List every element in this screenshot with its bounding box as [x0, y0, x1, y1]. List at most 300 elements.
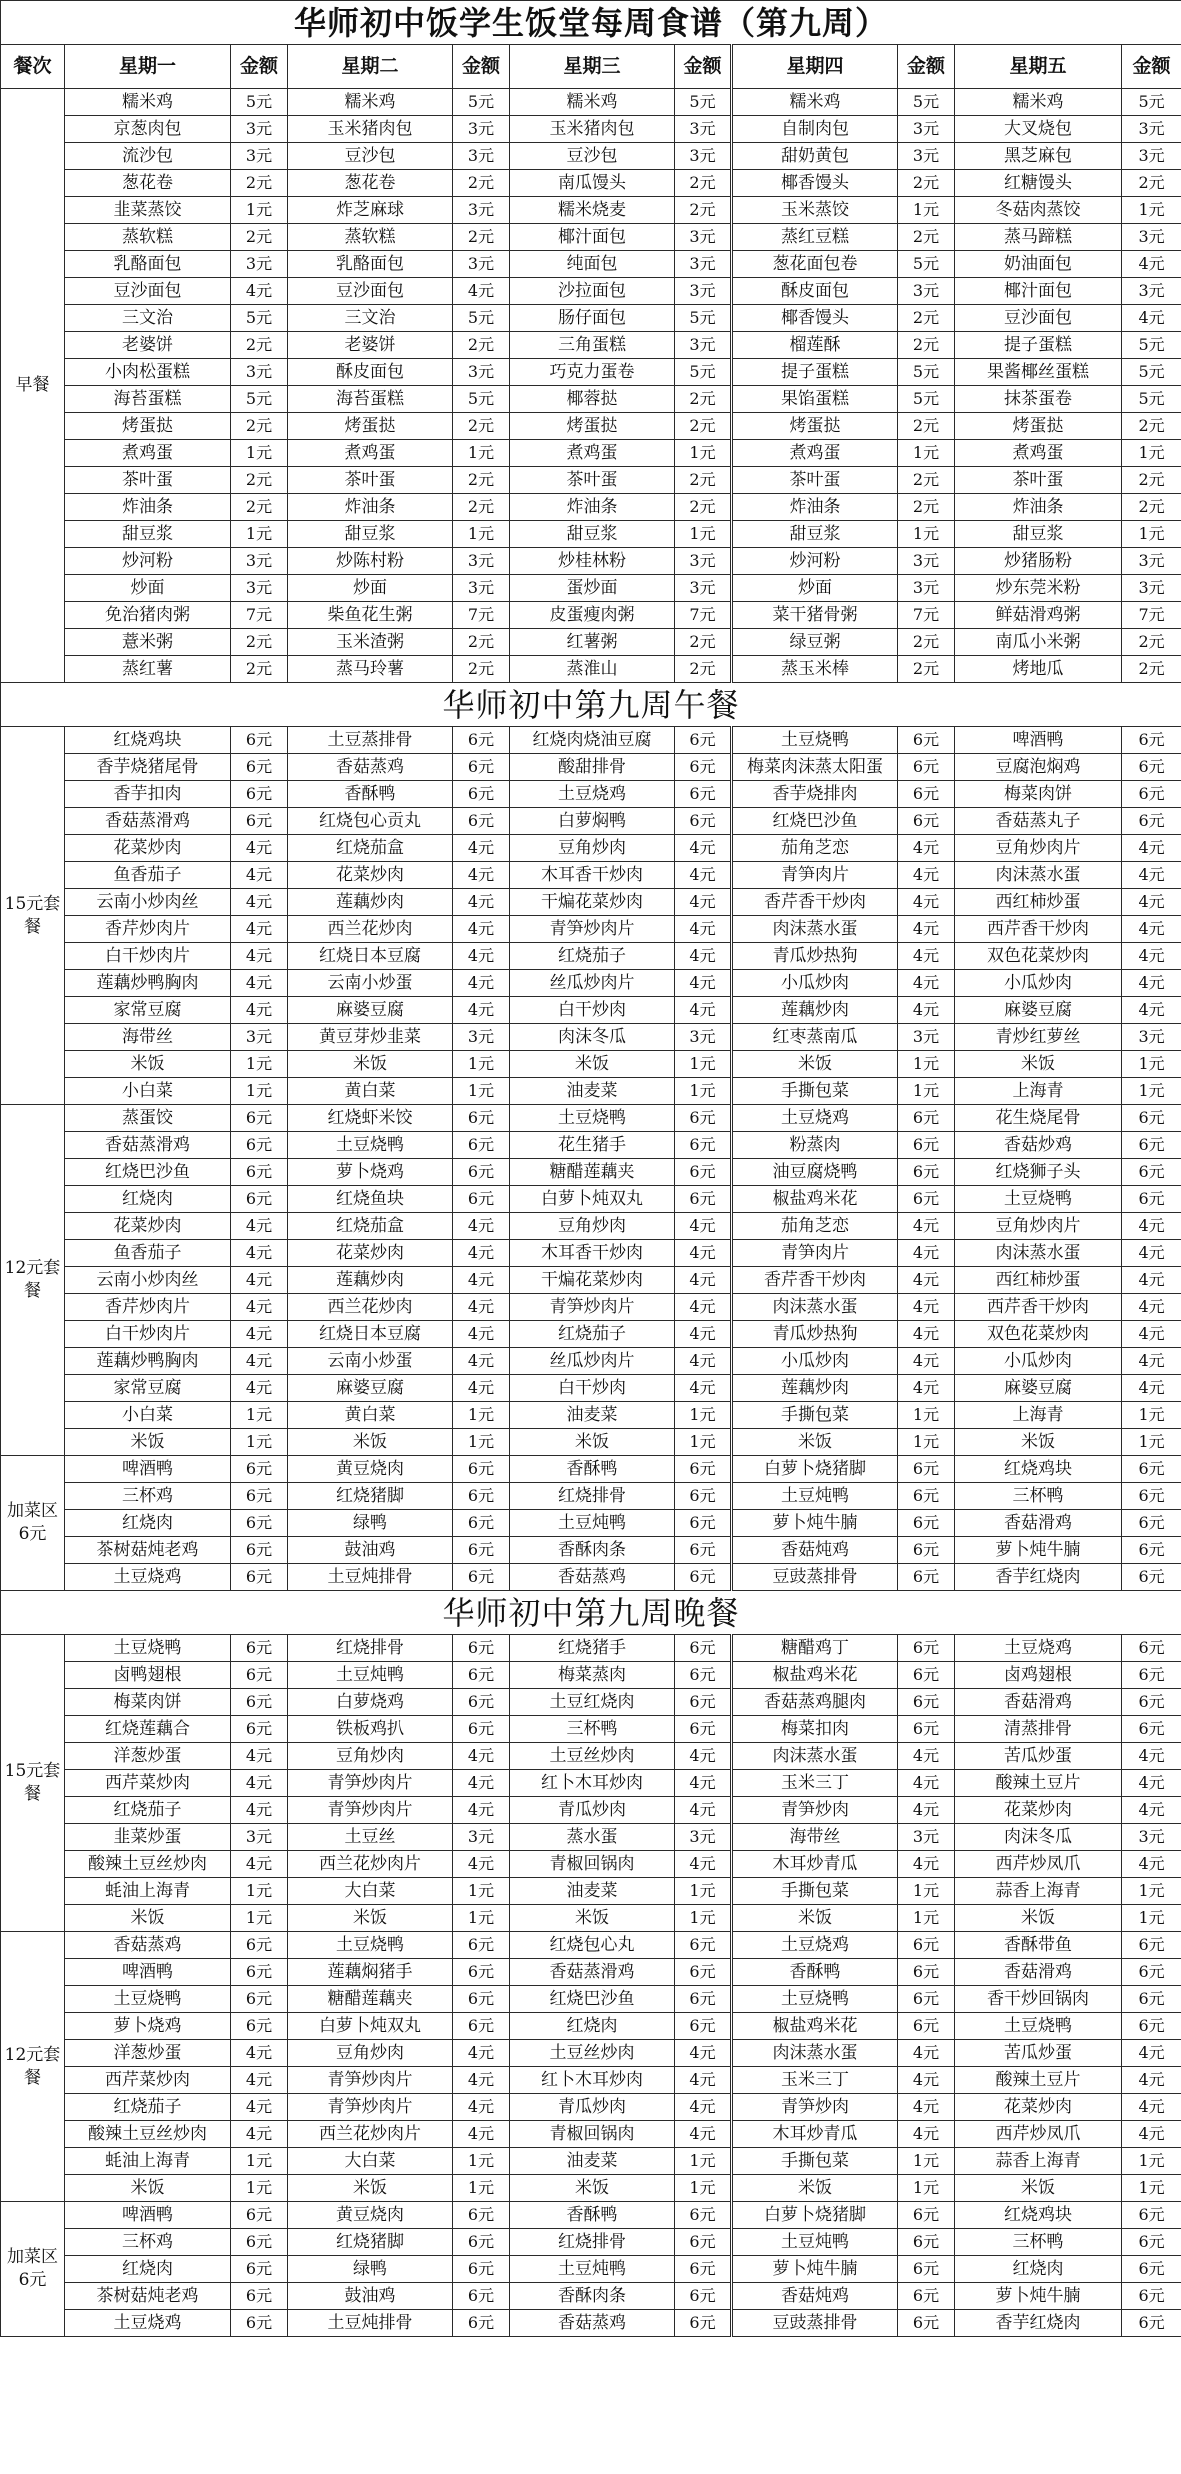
price-cell-tue: 6元	[453, 2283, 510, 2310]
price-cell-tue: 4元	[453, 997, 510, 1024]
price-cell-tue: 4元	[453, 1851, 510, 1878]
dish-cell-wed: 米饭	[510, 1429, 675, 1456]
price-cell-thu: 3元	[898, 1824, 955, 1851]
price-cell-fri: 1元	[1122, 1905, 1181, 1932]
price-cell-thu: 3元	[898, 143, 955, 170]
price-cell-mon: 3元	[231, 359, 288, 386]
price-cell-fri: 5元	[1122, 89, 1181, 116]
price-cell-tue: 6元	[453, 2256, 510, 2283]
menu-row	[1, 889, 1181, 916]
price-cell-wed: 3元	[675, 224, 732, 251]
menu-row	[1, 359, 1181, 386]
dish-cell-mon: 啤酒鸭	[65, 2202, 231, 2229]
price-cell-thu: 6元	[898, 1105, 955, 1132]
menu-row	[1, 1662, 1181, 1689]
price-cell-mon: 6元	[231, 1689, 288, 1716]
dish-cell-wed: 青笋炒肉片	[510, 916, 675, 943]
dish-cell-wed: 炒桂林粉	[510, 548, 675, 575]
price-cell-fri: 6元	[1122, 2229, 1181, 2256]
dish-cell-wed: 土豆炖鸭	[510, 1510, 675, 1537]
price-cell-wed: 5元	[675, 305, 732, 332]
dish-cell-wed: 土豆丝炒肉	[510, 1743, 675, 1770]
price-cell-wed: 4元	[675, 1240, 732, 1267]
price-cell-mon: 4元	[231, 1321, 288, 1348]
dish-cell-wed: 红烧肉烧油豆腐	[510, 727, 675, 754]
price-cell-mon: 4元	[231, 278, 288, 305]
dish-cell-tue: 烤蛋挞	[288, 413, 453, 440]
dish-cell-wed: 沙拉面包	[510, 278, 675, 305]
dish-cell-fri: 炸油条	[955, 494, 1122, 521]
price-cell-wed: 1元	[675, 440, 732, 467]
dish-cell-wed: 炸油条	[510, 494, 675, 521]
dish-cell-thu: 白萝卜烧猪脚	[732, 1456, 898, 1483]
price-cell-mon: 6元	[231, 2283, 288, 2310]
dish-cell-fri: 花生烧尾骨	[955, 1105, 1122, 1132]
price-cell-wed: 2元	[675, 170, 732, 197]
dish-cell-mon: 西芹菜炒肉	[65, 2067, 231, 2094]
dish-cell-tue: 豆角炒肉	[288, 1743, 453, 1770]
dish-cell-fri: 豆腐泡焖鸡	[955, 754, 1122, 781]
dish-cell-fri: 蒜香上海青	[955, 1878, 1122, 1905]
dish-cell-fri: 香菇蒸丸子	[955, 808, 1122, 835]
price-cell-mon: 3元	[231, 575, 288, 602]
price-cell-fri: 6元	[1122, 1689, 1181, 1716]
dish-cell-fri: 花菜炒肉	[955, 1797, 1122, 1824]
dish-cell-thu: 土豆烧鸭	[732, 1986, 898, 2013]
dish-cell-fri: 果酱椰丝蛋糕	[955, 359, 1122, 386]
dish-cell-wed: 煮鸡蛋	[510, 440, 675, 467]
price-cell-fri: 1元	[1122, 1402, 1181, 1429]
price-cell-tue: 1元	[453, 2175, 510, 2202]
dish-cell-fri: 香菇滑鸡	[955, 1959, 1122, 1986]
price-cell-wed: 3元	[675, 278, 732, 305]
price-cell-thu: 1元	[898, 2175, 955, 2202]
dish-cell-wed: 红烧巴沙鱼	[510, 1986, 675, 2013]
price-cell-wed: 6元	[675, 1456, 732, 1483]
dish-cell-thu: 香芋烧排肉	[732, 781, 898, 808]
price-cell-fri: 1元	[1122, 2175, 1181, 2202]
dish-cell-mon: 米饭	[65, 1051, 231, 1078]
menu-row	[1, 278, 1181, 305]
price-cell-thu: 1元	[898, 197, 955, 224]
price-cell-wed: 3元	[675, 332, 732, 359]
dish-cell-fri: 奶油面包	[955, 251, 1122, 278]
dish-cell-mon: 莲藕炒鸭胸肉	[65, 1348, 231, 1375]
price-cell-wed: 6元	[675, 2202, 732, 2229]
dish-cell-tue: 三文治	[288, 305, 453, 332]
price-cell-wed: 6元	[675, 2013, 732, 2040]
dish-cell-thu: 菜干猪骨粥	[732, 602, 898, 629]
dish-cell-mon: 酸辣土豆丝炒肉	[65, 1851, 231, 1878]
price-cell-wed: 6元	[675, 1662, 732, 1689]
dish-cell-fri: 糯米鸡	[955, 89, 1122, 116]
dish-cell-thu: 玉米三丁	[732, 1770, 898, 1797]
dish-cell-thu: 青笋肉片	[732, 1240, 898, 1267]
dish-cell-thu: 肉沫蒸水蛋	[732, 1743, 898, 1770]
dish-cell-fri: 米饭	[955, 1429, 1122, 1456]
dish-cell-thu: 青笋炒肉	[732, 2094, 898, 2121]
dish-cell-tue: 土豆炖排骨	[288, 1564, 453, 1591]
dish-cell-fri: 烤蛋挞	[955, 413, 1122, 440]
dish-cell-thu: 萝卜炖牛腩	[732, 2256, 898, 2283]
price-cell-tue: 6元	[453, 2310, 510, 2337]
dish-cell-wed: 糖醋莲藕夹	[510, 1159, 675, 1186]
dish-cell-tue: 土豆丝	[288, 1824, 453, 1851]
price-cell-thu: 6元	[898, 2256, 955, 2283]
price-cell-fri: 6元	[1122, 2256, 1181, 2283]
dish-cell-thu: 粉蒸肉	[732, 1132, 898, 1159]
price-cell-mon: 6元	[231, 2310, 288, 2337]
menu-row	[1, 1851, 1181, 1878]
dish-cell-tue: 青笋炒肉片	[288, 2094, 453, 2121]
dish-cell-thu: 糯米鸡	[732, 89, 898, 116]
price-cell-fri: 1元	[1122, 440, 1181, 467]
dish-cell-wed: 蛋炒面	[510, 575, 675, 602]
price-cell-tue: 4元	[453, 1348, 510, 1375]
dish-cell-mon: 卤鸭翅根	[65, 1662, 231, 1689]
dish-cell-fri: 肉沫冬瓜	[955, 1824, 1122, 1851]
dish-cell-thu: 木耳炒青瓜	[732, 2121, 898, 2148]
dish-cell-tue: 红烧茄盒	[288, 1213, 453, 1240]
price-cell-wed: 4元	[675, 1770, 732, 1797]
price-cell-wed: 3元	[675, 548, 732, 575]
title-row	[1, 1, 1181, 45]
menu-row	[1, 413, 1181, 440]
dish-cell-thu: 蒸红豆糕	[732, 224, 898, 251]
dish-cell-fri: 香酥带鱼	[955, 1932, 1122, 1959]
dish-cell-fri: 酸辣土豆片	[955, 1770, 1122, 1797]
price-cell-tue: 6元	[453, 1510, 510, 1537]
price-cell-mon: 1元	[231, 521, 288, 548]
price-cell-fri: 4元	[1122, 997, 1181, 1024]
price-cell-thu: 4元	[898, 970, 955, 997]
menu-row	[1, 386, 1181, 413]
price-cell-fri: 4元	[1122, 1213, 1181, 1240]
price-cell-wed: 2元	[675, 197, 732, 224]
dish-cell-fri: 米饭	[955, 1051, 1122, 1078]
price-cell-tue: 6元	[453, 1132, 510, 1159]
price-cell-fri: 1元	[1122, 1051, 1181, 1078]
price-cell-fri: 4元	[1122, 1743, 1181, 1770]
dish-cell-tue: 煮鸡蛋	[288, 440, 453, 467]
dish-cell-fri: 萝卜炖牛腩	[955, 2283, 1122, 2310]
dish-cell-mon: 薏米粥	[65, 629, 231, 656]
dish-cell-tue: 绿鸭	[288, 2256, 453, 2283]
price-cell-fri: 2元	[1122, 629, 1181, 656]
menu-row	[1, 224, 1181, 251]
price-cell-mon: 3元	[231, 1824, 288, 1851]
dish-cell-mon: 土豆烧鸡	[65, 1564, 231, 1591]
dish-cell-thu: 茄角芝恋	[732, 835, 898, 862]
dish-cell-tue: 糖醋莲藕夹	[288, 1986, 453, 2013]
price-cell-thu: 3元	[898, 575, 955, 602]
price-cell-tue: 4元	[453, 1743, 510, 1770]
dish-cell-tue: 白萝烧鸡	[288, 1689, 453, 1716]
price-cell-tue: 6元	[453, 808, 510, 835]
dish-cell-thu: 米饭	[732, 1051, 898, 1078]
price-cell-wed: 4元	[675, 1267, 732, 1294]
dish-cell-wed: 酸甜排骨	[510, 754, 675, 781]
price-cell-wed: 6元	[675, 1483, 732, 1510]
dish-cell-mon: 老婆饼	[65, 332, 231, 359]
dish-cell-tue: 红烧排骨	[288, 1635, 453, 1662]
dish-cell-fri: 萝卜炖牛腩	[955, 1537, 1122, 1564]
dish-cell-wed: 三杯鸭	[510, 1716, 675, 1743]
price-cell-wed: 3元	[675, 1024, 732, 1051]
menu-row	[1, 1105, 1181, 1132]
menu-row	[1, 440, 1181, 467]
price-cell-wed: 4元	[675, 2067, 732, 2094]
price-cell-wed: 4元	[675, 943, 732, 970]
price-cell-fri: 4元	[1122, 835, 1181, 862]
dish-cell-fri: 甜豆浆	[955, 521, 1122, 548]
price-cell-fri: 6元	[1122, 2013, 1181, 2040]
price-cell-fri: 1元	[1122, 1078, 1181, 1105]
price-cell-wed: 6元	[675, 1537, 732, 1564]
dish-cell-tue: 大白菜	[288, 1878, 453, 1905]
price-cell-mon: 4元	[231, 2121, 288, 2148]
price-cell-thu: 6元	[898, 1662, 955, 1689]
price-cell-tue: 4元	[453, 2121, 510, 2148]
price-cell-thu: 6元	[898, 1716, 955, 1743]
dish-cell-mon: 云南小炒肉丝	[65, 889, 231, 916]
menu-row	[1, 2067, 1181, 2094]
dish-cell-tue: 玉米猪肉包	[288, 116, 453, 143]
dish-cell-mon: 米饭	[65, 1429, 231, 1456]
dish-cell-wed: 糯米鸡	[510, 89, 675, 116]
menu-row	[1, 251, 1181, 278]
price-cell-thu: 2元	[898, 224, 955, 251]
dish-cell-wed: 红烧茄子	[510, 943, 675, 970]
price-cell-fri: 4元	[1122, 1770, 1181, 1797]
price-cell-wed: 4元	[675, 1375, 732, 1402]
dish-cell-wed: 甜豆浆	[510, 521, 675, 548]
price-cell-thu: 6元	[898, 2283, 955, 2310]
dish-cell-thu: 提子蛋糕	[732, 359, 898, 386]
dish-cell-mon: 家常豆腐	[65, 997, 231, 1024]
header-day-thu: 星期四	[732, 45, 898, 89]
dish-cell-wed: 香菇蒸鸡	[510, 1564, 675, 1591]
dish-cell-mon: 红烧肉	[65, 1186, 231, 1213]
price-cell-fri: 4元	[1122, 1348, 1181, 1375]
price-cell-wed: 3元	[675, 1824, 732, 1851]
dish-cell-tue: 米饭	[288, 1051, 453, 1078]
price-cell-fri: 6元	[1122, 1932, 1181, 1959]
dish-cell-tue: 西兰花炒肉片	[288, 1851, 453, 1878]
price-cell-mon: 4元	[231, 889, 288, 916]
dish-cell-thu: 土豆炖鸭	[732, 1483, 898, 1510]
dish-cell-fri: 上海青	[955, 1402, 1122, 1429]
menu-row	[1, 332, 1181, 359]
dish-cell-fri: 土豆烧鸡	[955, 1635, 1122, 1662]
price-cell-wed: 6元	[675, 2229, 732, 2256]
dish-cell-thu: 手撕包菜	[732, 1078, 898, 1105]
price-cell-thu: 1元	[898, 1429, 955, 1456]
price-cell-fri: 6元	[1122, 1986, 1181, 2013]
dish-cell-thu: 甜奶黄包	[732, 143, 898, 170]
price-cell-mon: 6元	[231, 1105, 288, 1132]
price-cell-wed: 4元	[675, 1348, 732, 1375]
menu-row	[1, 575, 1181, 602]
price-cell-thu: 1元	[898, 521, 955, 548]
price-cell-tue: 4元	[453, 278, 510, 305]
price-cell-mon: 1元	[231, 197, 288, 224]
price-cell-wed: 4元	[675, 2094, 732, 2121]
menu-row	[1, 1483, 1181, 1510]
dish-cell-mon: 豆沙面包	[65, 278, 231, 305]
menu-row	[1, 1905, 1181, 1932]
dish-cell-thu: 香酥鸭	[732, 1959, 898, 1986]
price-cell-thu: 1元	[898, 440, 955, 467]
price-cell-thu: 3元	[898, 548, 955, 575]
price-cell-wed: 2元	[675, 629, 732, 656]
price-cell-thu: 6元	[898, 1537, 955, 1564]
price-cell-mon: 2元	[231, 332, 288, 359]
price-cell-tue: 4元	[453, 1213, 510, 1240]
menu-row	[1, 1024, 1181, 1051]
price-cell-mon: 2元	[231, 494, 288, 521]
price-cell-tue: 4元	[453, 916, 510, 943]
price-cell-tue: 6元	[453, 1689, 510, 1716]
dish-cell-tue: 鼓油鸡	[288, 1537, 453, 1564]
meal-type-label: 12元套餐	[1, 1932, 65, 2202]
price-cell-fri: 6元	[1122, 1662, 1181, 1689]
menu-row	[1, 1159, 1181, 1186]
price-cell-mon: 4元	[231, 1375, 288, 1402]
dish-cell-mon: 红烧鸡块	[65, 727, 231, 754]
price-cell-mon: 5元	[231, 89, 288, 116]
price-cell-mon: 6元	[231, 1159, 288, 1186]
menu-row	[1, 1213, 1181, 1240]
header-price: 金额	[1122, 45, 1181, 89]
dish-cell-wed: 红卜木耳炒肉	[510, 2067, 675, 2094]
dish-cell-mon: 白干炒肉片	[65, 1321, 231, 1348]
price-cell-tue: 3元	[453, 359, 510, 386]
dish-cell-mon: 海带丝	[65, 1024, 231, 1051]
price-cell-fri: 3元	[1122, 548, 1181, 575]
dish-cell-mon: 米饭	[65, 1905, 231, 1932]
price-cell-mon: 6元	[231, 1635, 288, 1662]
menu-row	[1, 2202, 1181, 2229]
price-cell-wed: 6元	[675, 1689, 732, 1716]
price-cell-fri: 6元	[1122, 2310, 1181, 2337]
price-cell-tue: 6元	[453, 1186, 510, 1213]
price-cell-tue: 7元	[453, 602, 510, 629]
dish-cell-mon: 炒河粉	[65, 548, 231, 575]
price-cell-thu: 4元	[898, 1213, 955, 1240]
price-cell-tue: 5元	[453, 386, 510, 413]
dish-cell-tue: 黄豆烧肉	[288, 1456, 453, 1483]
price-cell-thu: 4元	[898, 2094, 955, 2121]
dish-cell-mon: 小肉松蛋糕	[65, 359, 231, 386]
price-cell-fri: 6元	[1122, 2283, 1181, 2310]
price-cell-tue: 6元	[453, 1959, 510, 1986]
menu-row	[1, 1186, 1181, 1213]
price-cell-fri: 5元	[1122, 386, 1181, 413]
price-cell-tue: 6元	[453, 1716, 510, 1743]
dish-cell-fri: 豆角炒肉片	[955, 1213, 1122, 1240]
price-cell-fri: 4元	[1122, 862, 1181, 889]
price-cell-tue: 6元	[453, 1456, 510, 1483]
price-cell-wed: 3元	[675, 143, 732, 170]
dish-cell-wed: 红烧茄子	[510, 1321, 675, 1348]
menu-row	[1, 997, 1181, 1024]
price-cell-mon: 1元	[231, 2175, 288, 2202]
menu-row	[1, 808, 1181, 835]
price-cell-fri: 4元	[1122, 1240, 1181, 1267]
price-cell-mon: 1元	[231, 440, 288, 467]
menu-row	[1, 656, 1181, 683]
price-cell-wed: 1元	[675, 1905, 732, 1932]
dish-cell-fri: 清蒸排骨	[955, 1716, 1122, 1743]
dish-cell-wed: 干煸花菜炒肉	[510, 889, 675, 916]
menu-row	[1, 1348, 1181, 1375]
price-cell-tue: 2元	[453, 224, 510, 251]
price-cell-thu: 6元	[898, 1564, 955, 1591]
dish-cell-wed: 土豆烧鸭	[510, 1105, 675, 1132]
dish-cell-wed: 土豆烧鸡	[510, 781, 675, 808]
dish-cell-mon: 土豆烧鸡	[65, 2310, 231, 2337]
price-cell-wed: 2元	[675, 494, 732, 521]
dish-cell-fri: 西红柿炒蛋	[955, 889, 1122, 916]
price-cell-tue: 4元	[453, 970, 510, 997]
menu-row	[1, 548, 1181, 575]
dish-cell-wed: 红烧排骨	[510, 1483, 675, 1510]
price-cell-thu: 6元	[898, 1132, 955, 1159]
dish-cell-wed: 油麦菜	[510, 1402, 675, 1429]
price-cell-thu: 2元	[898, 170, 955, 197]
meal-type-label: 加菜区6元	[1, 1456, 65, 1591]
dish-cell-thu: 糖醋鸡丁	[732, 1635, 898, 1662]
price-cell-thu: 5元	[898, 359, 955, 386]
dish-cell-fri: 三杯鸭	[955, 2229, 1122, 2256]
menu-row	[1, 521, 1181, 548]
price-cell-fri: 5元	[1122, 359, 1181, 386]
dish-cell-fri: 红糖馒头	[955, 170, 1122, 197]
dish-cell-tue: 蒸马玲薯	[288, 656, 453, 683]
dish-cell-mon: 香芹炒肉片	[65, 916, 231, 943]
dish-cell-wed: 红烧包心丸	[510, 1932, 675, 1959]
dish-cell-wed: 玉米猪肉包	[510, 116, 675, 143]
price-cell-wed: 2元	[675, 656, 732, 683]
dish-cell-fri: 西芹炒凤爪	[955, 1851, 1122, 1878]
dish-cell-fri: 炒猪肠粉	[955, 548, 1122, 575]
dish-cell-fri: 冬菇肉蒸饺	[955, 197, 1122, 224]
price-cell-mon: 4元	[231, 970, 288, 997]
dish-cell-thu: 椰香馒头	[732, 305, 898, 332]
meal-type-label: 加菜区6元	[1, 2202, 65, 2337]
dish-cell-fri: 豆角炒肉片	[955, 835, 1122, 862]
dish-cell-fri: 红烧肉	[955, 2256, 1122, 2283]
price-cell-mon: 6元	[231, 1483, 288, 1510]
dish-cell-wed: 青笋炒肉片	[510, 1294, 675, 1321]
dish-cell-mon: 酸辣土豆丝炒肉	[65, 2121, 231, 2148]
dish-cell-thu: 香菇炖鸡	[732, 2283, 898, 2310]
dish-cell-wed: 豆角炒肉	[510, 1213, 675, 1240]
dish-cell-thu: 红烧巴沙鱼	[732, 808, 898, 835]
price-cell-wed: 6元	[675, 2256, 732, 2283]
price-cell-mon: 6元	[231, 1716, 288, 1743]
dish-cell-fri: 苦瓜炒蛋	[955, 1743, 1122, 1770]
dish-cell-thu: 香芹香干炒肉	[732, 1267, 898, 1294]
price-cell-tue: 2元	[453, 332, 510, 359]
price-cell-fri: 2元	[1122, 467, 1181, 494]
price-cell-mon: 4元	[231, 1348, 288, 1375]
price-cell-wed: 6元	[675, 1510, 732, 1537]
dish-cell-thu: 葱花面包卷	[732, 251, 898, 278]
price-cell-fri: 3元	[1122, 224, 1181, 251]
price-cell-mon: 6元	[231, 1662, 288, 1689]
